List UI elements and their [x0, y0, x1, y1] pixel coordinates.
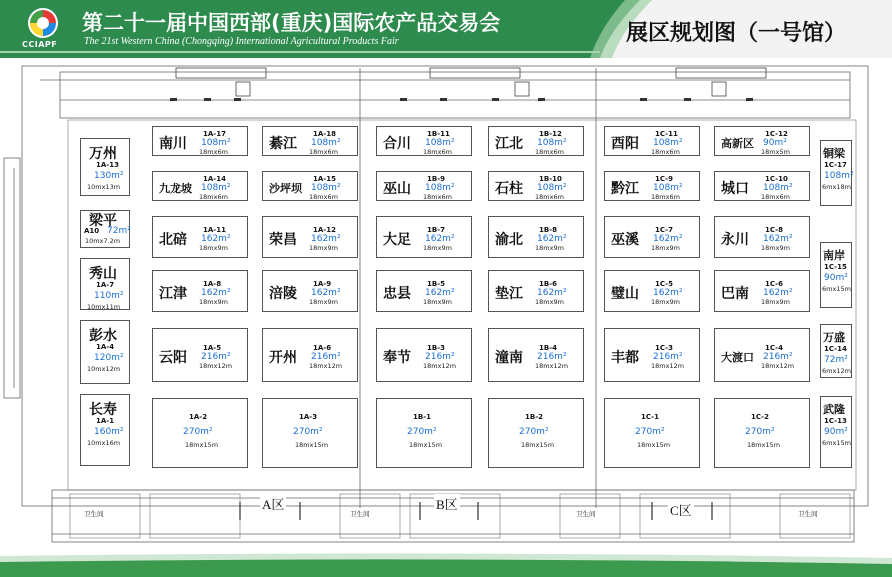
booth-area: 108m²: [537, 183, 567, 193]
booth: [152, 398, 248, 468]
booth: [152, 270, 248, 312]
booth-dims: 18mx9m: [423, 244, 452, 252]
booth-dims: 18mx6m: [423, 193, 452, 201]
booth-code: 1A-14: [203, 175, 226, 183]
booth: [262, 328, 358, 382]
booth-code: 1B-3: [427, 344, 445, 352]
booth: [488, 328, 584, 382]
booth-code: 1B-2: [525, 413, 543, 421]
booth: [604, 126, 700, 156]
booth-dims: 6mx18m: [822, 183, 851, 191]
booth-name: 涪陵: [269, 286, 297, 302]
booth-name: 长寿: [89, 402, 117, 418]
booth-name: 九龙坡: [159, 182, 192, 195]
booth: [376, 270, 472, 312]
booth-dims: 18mx9m: [651, 298, 680, 306]
booth-name: 彭水: [89, 328, 117, 344]
booth-name: 荣昌: [269, 232, 297, 248]
booth-name: 永川: [721, 232, 749, 248]
booth-code: 1A-1: [96, 417, 115, 425]
booth-name: 石柱: [495, 181, 523, 197]
right-booth: [820, 324, 852, 378]
booth-code: 1B-4: [539, 344, 557, 352]
booth-name: 城口: [721, 181, 749, 197]
booth-dims: 18mx9m: [761, 244, 790, 252]
booth-code: 1B-8: [539, 226, 557, 234]
booth-dims: 10mx13m: [87, 183, 121, 191]
booth-dims: 18mx9m: [199, 244, 228, 252]
booth-name: 北碚: [159, 232, 187, 248]
floor-plan: [0, 58, 892, 558]
booth-dims: 18mx15m: [409, 441, 443, 449]
booth-dims: 18mx12m: [651, 362, 685, 370]
booth: [488, 216, 584, 258]
fair-title-chinese: 第二十一届中国西部(重庆)国际农产品交易会: [82, 11, 501, 35]
booth-code: 1C-10: [765, 175, 788, 183]
booth-area: 108m²: [201, 138, 231, 148]
booth-name: 江北: [495, 136, 523, 152]
booth-code: 1A-8: [203, 280, 222, 288]
right-booth: [820, 396, 852, 468]
booth-code: 1B-12: [539, 130, 562, 138]
right-booth: [820, 242, 852, 308]
booth-name: 忠县: [383, 286, 411, 302]
booth: [714, 126, 810, 156]
zone-label-a: A区: [260, 494, 286, 513]
booth-code: 1C-1: [641, 413, 659, 421]
left-booth: [80, 210, 130, 248]
booth-dims: 18mx15m: [295, 441, 329, 449]
booth-code: 1A-4: [96, 343, 115, 351]
booth-name: 奉节: [383, 350, 411, 366]
booth-code: 1C-12: [765, 130, 788, 138]
booth-code: 1C-13: [824, 417, 847, 425]
booth-code: 1B-11: [427, 130, 450, 138]
booth-area: 72m²: [824, 355, 848, 365]
booth-name: 武隆: [823, 403, 845, 416]
booth-area: 90m²: [763, 138, 787, 148]
booth: [714, 398, 810, 468]
booth-dims: 18mx9m: [309, 244, 338, 252]
booth-area: 90m²: [824, 427, 848, 437]
booth-code: 1B-7: [427, 226, 445, 234]
booth-code: 1A-18: [313, 130, 336, 138]
booth-area: 72m²: [107, 226, 131, 236]
booth-dims: 10mx12m: [87, 365, 121, 373]
booth-dims: 18mx6m: [761, 193, 790, 201]
booth-name: 巫山: [383, 181, 411, 197]
booth-code: 1C-9: [655, 175, 673, 183]
booth-code: 1B-6: [539, 280, 557, 288]
booth-area: 130m²: [94, 171, 124, 181]
booth-area: 108m²: [425, 138, 455, 148]
left-booth: [80, 394, 130, 466]
booth: [488, 126, 584, 156]
booth: [376, 216, 472, 258]
booth-area: 216m²: [311, 352, 341, 362]
booth-name: 梁平: [89, 213, 117, 229]
booth-name: 黔江: [611, 181, 639, 197]
booth-code: 1A-7: [96, 281, 115, 289]
booth-name: 云阳: [159, 350, 187, 366]
booth-name: 渝北: [495, 232, 523, 248]
booth: [262, 171, 358, 201]
booth-name: 璧山: [611, 286, 639, 302]
booth: [262, 398, 358, 468]
booth: [488, 398, 584, 468]
fair-logo-icon: [26, 6, 60, 40]
booth: [376, 171, 472, 201]
booth-code: 1B-9: [427, 175, 445, 183]
booth-area: 162m²: [763, 288, 793, 298]
booth-name: 万盛: [823, 331, 845, 344]
booth: [262, 126, 358, 156]
booth-name: 大渡口: [721, 351, 754, 364]
booth-code: 1A-9: [313, 280, 332, 288]
left-booth: [80, 258, 130, 310]
booth-dims: 18mx12m: [535, 362, 569, 370]
booth-name: 江津: [159, 286, 187, 302]
booth-code: 1A-6: [313, 344, 332, 352]
booth-code: 1C-2: [751, 413, 769, 421]
booth-area: 108m²: [537, 138, 567, 148]
booth-dims: 6mx12m: [822, 367, 851, 375]
booth-name: 高新区: [721, 137, 754, 150]
booth-area: 160m²: [94, 427, 124, 437]
booth-dims: 18mx9m: [761, 298, 790, 306]
booth-name: 巫溪: [611, 232, 639, 248]
booth-area: 110m²: [94, 291, 124, 301]
booth: [714, 216, 810, 258]
booth: [714, 328, 810, 382]
booth-dims: 18mx15m: [185, 441, 219, 449]
booth-area: 120m²: [94, 353, 124, 363]
booth-name: 大足: [383, 232, 411, 248]
restroom-label: 卫生间: [576, 510, 596, 518]
booth-area: 162m²: [425, 234, 455, 244]
booth-code: 1C-3: [655, 344, 673, 352]
booth-code: 1C-8: [765, 226, 783, 234]
booth: [604, 270, 700, 312]
booth-dims: 18mx5m: [761, 148, 790, 156]
booth-code: 1A-3: [299, 413, 318, 421]
footer-band: [0, 548, 892, 577]
booth-area: 108m²: [425, 183, 455, 193]
booth-code: 1B-10: [539, 175, 562, 183]
booth-name: 潼南: [495, 350, 523, 366]
booth-name: 沙坪坝: [269, 182, 302, 195]
booth-area: 216m²: [425, 352, 455, 362]
header: [0, 0, 892, 58]
restroom-label: 卫生间: [84, 510, 104, 518]
booth-area: 270m²: [635, 427, 665, 437]
booth: [152, 171, 248, 201]
booth: [604, 328, 700, 382]
booth-area: 108m²: [653, 183, 683, 193]
booth-area: 216m²: [201, 352, 231, 362]
booth-name: 南川: [159, 136, 187, 152]
plan-title: 展区规划图（一号馆）: [626, 21, 847, 46]
booth-dims: 18mx6m: [535, 148, 564, 156]
booth: [262, 216, 358, 258]
booth-area: 270m²: [745, 427, 775, 437]
booth-dims: 18mx12m: [199, 362, 233, 370]
booth-dims: 18mx15m: [521, 441, 555, 449]
booth-code: 1C-5: [655, 280, 673, 288]
booth-code: 1A-5: [203, 344, 222, 352]
left-booth: [80, 320, 130, 384]
booth-area: 162m²: [201, 288, 231, 298]
booth-area: 90m²: [824, 273, 848, 283]
booth: [604, 398, 700, 468]
booth-name: 合川: [383, 136, 411, 152]
booth-name: 开州: [269, 350, 297, 366]
booth-area: 108m²: [763, 183, 793, 193]
booth-name: 南岸: [823, 249, 845, 262]
booth: [604, 216, 700, 258]
booth-name: 丰都: [611, 350, 639, 366]
booth-code: 1C-11: [655, 130, 678, 138]
booth-dims: 18mx6m: [199, 148, 228, 156]
booth-code: 1A-13: [96, 161, 119, 169]
booth-code: 1A-17: [203, 130, 226, 138]
right-booth: [820, 140, 852, 206]
booth: [262, 270, 358, 312]
booth-name: 巴南: [721, 286, 749, 302]
booth-dims: 10mx11m: [87, 303, 121, 311]
booth-dims: 18mx9m: [309, 298, 338, 306]
zone-label-c: C区: [668, 500, 694, 519]
booth-area: 270m²: [407, 427, 437, 437]
booth-code: 1C-15: [824, 263, 847, 271]
booth-code: 1C-6: [765, 280, 783, 288]
booth-code: 1A-2: [189, 413, 208, 421]
booth: [152, 216, 248, 258]
booth-name: 秀山: [89, 266, 117, 282]
booth-dims: 18mx6m: [535, 193, 564, 201]
booth: [376, 126, 472, 156]
booth-area: 162m²: [763, 234, 793, 244]
booth: [604, 171, 700, 201]
zone-label-b: B区: [434, 494, 460, 513]
booth-area: 270m²: [519, 427, 549, 437]
booth-dims: 18mx9m: [423, 298, 452, 306]
booth-code: 1A-11: [203, 226, 226, 234]
booth-code: 1C-14: [824, 345, 847, 353]
booth-area: 108m²: [824, 171, 854, 181]
booth-area: 108m²: [311, 183, 341, 193]
booth-area: 108m²: [201, 183, 231, 193]
booth: [488, 171, 584, 201]
booth-dims: 18mx12m: [761, 362, 795, 370]
booth-dims: 10mx7.2m: [85, 237, 121, 245]
booth-area: 162m²: [537, 234, 567, 244]
booth: [152, 328, 248, 382]
restroom-label: 卫生间: [350, 510, 370, 518]
booth-area: 162m²: [653, 234, 683, 244]
booth-name: 万州: [89, 146, 117, 162]
booth-name: 綦江: [269, 136, 297, 152]
booth-area: 162m²: [653, 288, 683, 298]
booth: [152, 126, 248, 156]
booth-dims: 18mx6m: [423, 148, 452, 156]
booth-code: 1A-15: [313, 175, 336, 183]
booth-area: 216m²: [763, 352, 793, 362]
booth-name: 酉阳: [611, 136, 639, 152]
booth-dims: 18mx6m: [199, 193, 228, 201]
booth-dims: 10mx16m: [87, 439, 121, 447]
booth-area: 162m²: [201, 234, 231, 244]
booth-name: 铜梁: [823, 147, 845, 160]
booth: [376, 328, 472, 382]
booth-code: 1A-12: [313, 226, 336, 234]
left-booth: [80, 138, 130, 196]
booth: [488, 270, 584, 312]
booth-name: 垫江: [495, 286, 523, 302]
booth-area: 216m²: [653, 352, 683, 362]
booth-code: 1B-5: [427, 280, 445, 288]
booth-dims: 6mx15m: [822, 439, 851, 447]
booth-area: 162m²: [425, 288, 455, 298]
booth-dims: 18mx15m: [747, 441, 781, 449]
booth-dims: 18mx6m: [309, 193, 338, 201]
booth-code: 1C-4: [765, 344, 783, 352]
booth-dims: 18mx12m: [309, 362, 343, 370]
logo-text: CCIAPF: [22, 40, 58, 49]
booth-code: 1C-17: [824, 161, 847, 169]
booth-dims: 18mx9m: [535, 298, 564, 306]
restroom-label: 卫生间: [798, 510, 818, 518]
booth-dims: 18mx6m: [651, 193, 680, 201]
booth-dims: 18mx12m: [423, 362, 457, 370]
booth-dims: 6mx15m: [822, 285, 851, 293]
booth-code: 1C-7: [655, 226, 673, 234]
booth-area: 216m²: [537, 352, 567, 362]
booth: [714, 270, 810, 312]
booth-area: 108m²: [653, 138, 683, 148]
booth-dims: 18mx9m: [535, 244, 564, 252]
fair-title-english: The 21st Western China (Chongqing) International Agricultural Products Fair: [84, 36, 399, 47]
booth-area: 270m²: [183, 427, 213, 437]
booth-area: 162m²: [311, 288, 341, 298]
booth-code: A10: [84, 227, 100, 235]
booth-dims: 18mx6m: [651, 148, 680, 156]
booth-area: 270m²: [293, 427, 323, 437]
booth-dims: 18mx9m: [199, 298, 228, 306]
booth-code: 1B-1: [413, 413, 431, 421]
booth-area: 162m²: [537, 288, 567, 298]
booth-area: 108m²: [311, 138, 341, 148]
booth: [714, 171, 810, 201]
booth-dims: 18mx6m: [309, 148, 338, 156]
booth-dims: 18mx9m: [651, 244, 680, 252]
booth-area: 162m²: [311, 234, 341, 244]
booth: [376, 398, 472, 468]
booth-dims: 18mx15m: [637, 441, 671, 449]
